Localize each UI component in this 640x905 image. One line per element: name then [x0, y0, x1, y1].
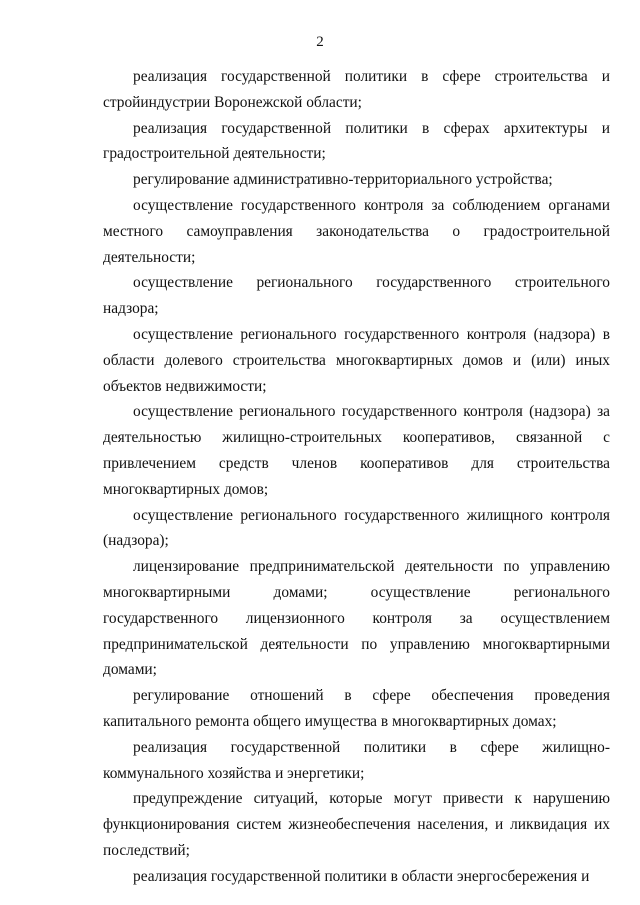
document-body — [103, 64, 610, 890]
paragraph: регулирование отношений в сфере обеспечения проведения капитального ремонта общего имущества в многоквартирных домах; — [103, 687, 610, 730]
paragraph: регулирование административно-территориального устройства; — [133, 171, 553, 189]
paragraph: реализация государственной политики в сферах архитектуры и градостроительной деятельности; — [103, 119, 610, 163]
paragraph: реализация государственной политики в сфере жилищно-коммунального хозяйства и энергетики; — [103, 738, 610, 782]
paragraph: осуществление государственного контроля за соблюдением органами местного самоуправления законодательства о градостроительной деятельности; — [103, 196, 610, 266]
paragraph: осуществление регионального государственного жилищного контроля (надзора); — [103, 506, 610, 550]
paragraph: осуществление регионального государственного контроля (надзора) в области долевого строительства многоквартирных домов и (или) иных объектов недвижимости; — [103, 325, 610, 395]
paragraph: реализация государственной политики в области энергосбережения и — [133, 867, 590, 885]
page-number: 2 — [316, 34, 324, 50]
paragraph: лицензирование предпринимательской деятельности по управлению многоквартирными домами; осуществление регионального государственного лицензионного контроля за осуществлением предпринимательской деятельности по управлению многоквартирными домами; — [103, 558, 610, 679]
paragraph: предупреждение ситуаций, которые могут привести к нарушению функционирования систем жизнеобеспечения населения, и ликвидация их последствий; — [103, 790, 610, 859]
paragraph: осуществление регионального государственного строительного надзора; — [103, 274, 610, 318]
paragraph: осуществление регионального государственного контроля (надзора) за деятельностью жилищно-строительных кооперативов, связанной с привлечением средств членов кооперативов для строительства многоквартирных домов; — [103, 403, 610, 498]
paragraph: реализация государственной политики в сфере строительства и стройиндустрии Воронежской области; — [103, 68, 610, 111]
